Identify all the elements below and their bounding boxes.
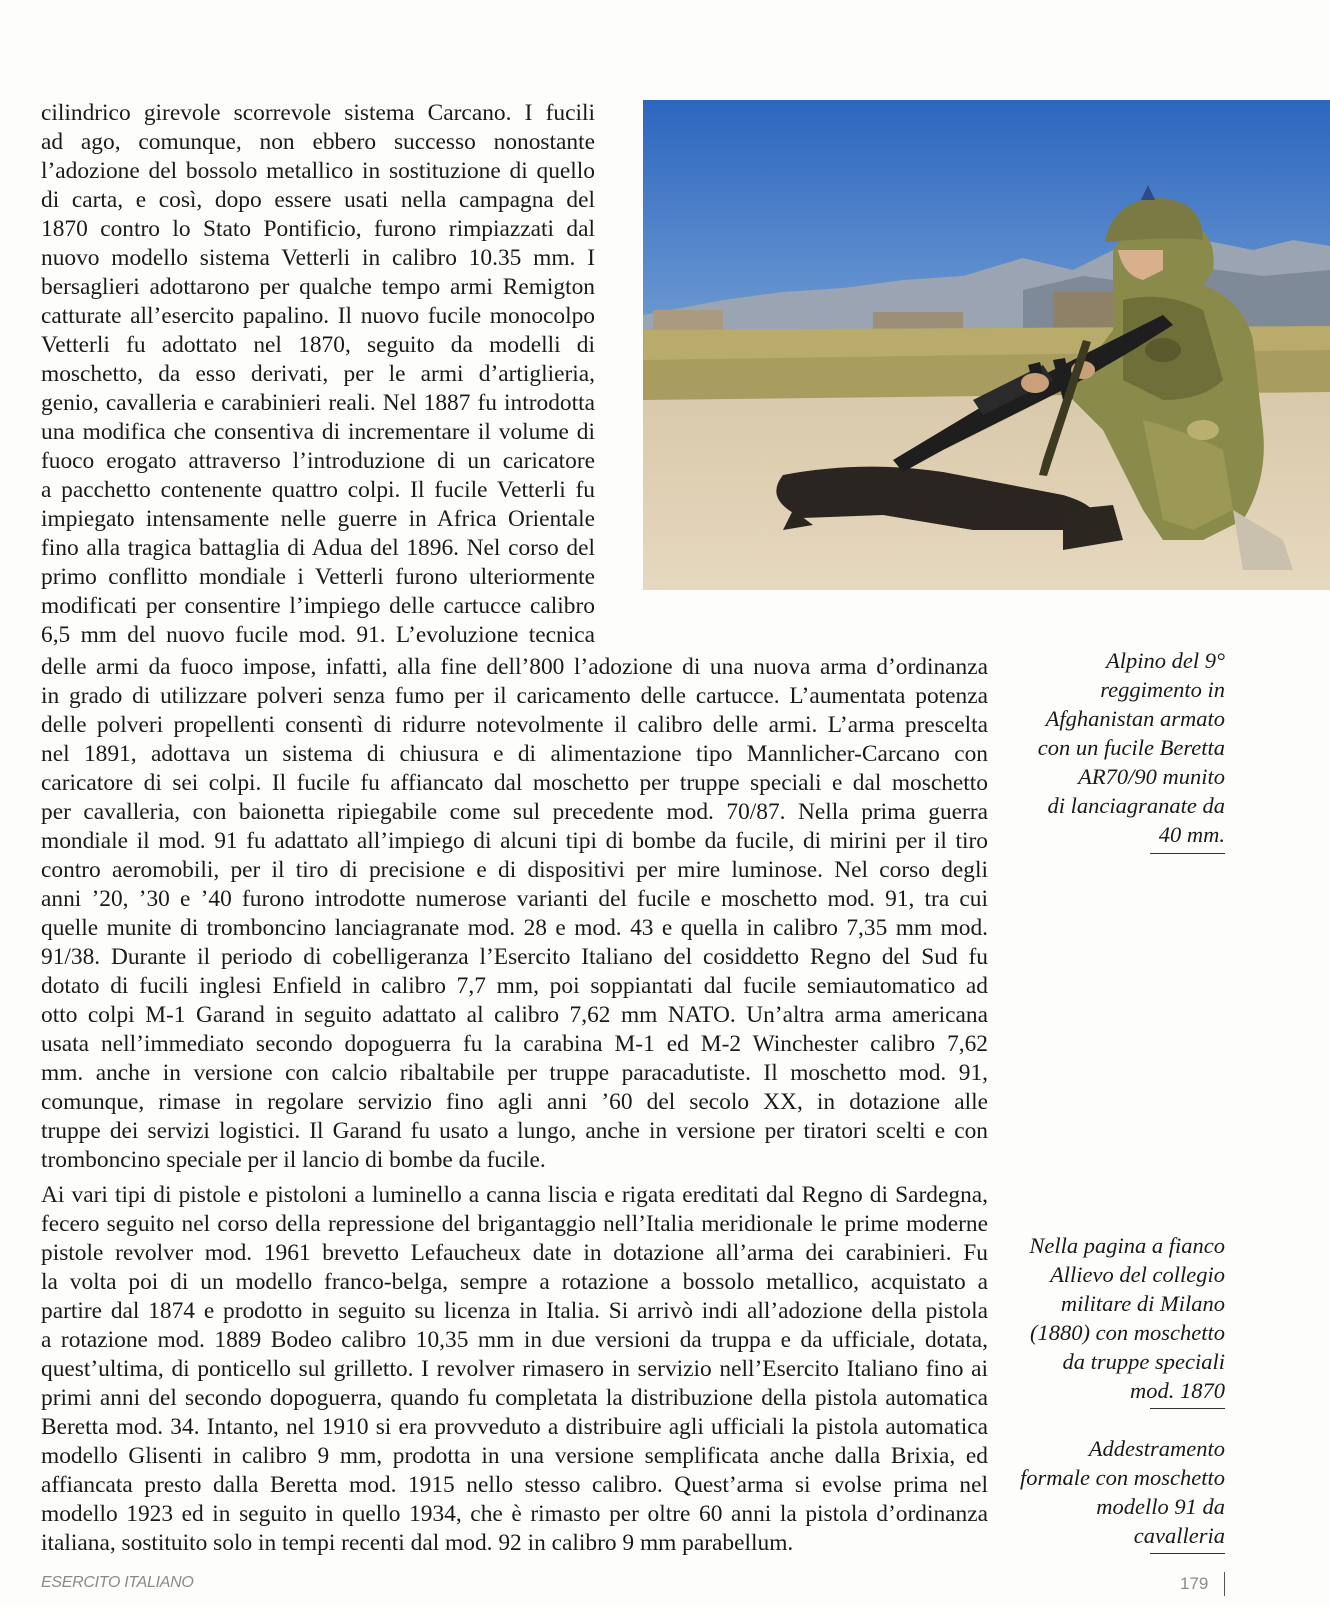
caption-line: reggimento in bbox=[1100, 677, 1225, 702]
text-line: quelle munite di tromboncino lanciagranate mod. 28 e mod. 43 e quella in calibro 7,35 mm mod. bbox=[41, 915, 988, 941]
caption-training bbox=[975, 1434, 1225, 1550]
text-line: l’adozione del bossolo metallico in sostituzione di quello bbox=[41, 158, 595, 184]
text-line: di carta, e così, dopo essere usati nella campagna del bbox=[41, 187, 595, 213]
body-text-wide-block-1 bbox=[41, 653, 988, 1175]
text-line: catturate all’esercito papalino. Il nuovo fucile monocolpo bbox=[41, 303, 595, 329]
text-line: cilindrico girevole scorrevole sistema Carcano. I fucili bbox=[41, 100, 595, 126]
text-line: mm. anche in versione con calcio ribaltabile per truppe paracadutiste. Il moschetto mod. 91, bbox=[41, 1060, 988, 1086]
text-line: bersaglieri adottarono per qualche tempo armi Remigton bbox=[41, 274, 595, 300]
text-line: 91/38. Durante il periodo di cobelligeranza l’Esercito Italiano del cosiddetto Regno del Sud fu bbox=[41, 944, 988, 970]
caption-line: Allievo del collegio bbox=[1050, 1262, 1225, 1287]
text-line: in grado di utilizzare polveri senza fumo per il caricamento delle cartucce. L’aumentata potenza bbox=[41, 683, 988, 709]
text-line: moschetto, da esso derivati, per le armi d’artiglieria, bbox=[41, 361, 595, 387]
caption-line: di lanciagranate da bbox=[1047, 793, 1225, 818]
text-line: primi anni del secondo dopoguerra, quando fu completata la distribuzione della pistola automatica bbox=[41, 1385, 988, 1411]
photo-caption-alpino bbox=[975, 646, 1225, 849]
caption-line: da truppe speciali bbox=[1062, 1349, 1225, 1374]
text-line: modificati per consentire l’impiego delle cartucce calibro bbox=[41, 593, 595, 619]
caption-line: Addestramento bbox=[1088, 1436, 1225, 1461]
text-line: impiegato intensamente nelle guerre in Africa Orientale bbox=[41, 506, 595, 532]
text-line: tromboncino speciale per il lancio di bombe da fucile. bbox=[41, 1147, 546, 1173]
caption-line: formale con moschetto bbox=[1020, 1465, 1225, 1490]
text-line: primo conflitto mondiale i Vetterli furono ulteriormente bbox=[41, 564, 595, 590]
caption-line: mod. 1870 bbox=[1130, 1378, 1225, 1403]
text-line: una modifica che consentiva di incrementare il volume di bbox=[41, 419, 595, 445]
text-line: truppe dei servizi logistici. Il Garand fu usato a lungo, anche in versione per tiratori scelti e con bbox=[41, 1118, 988, 1144]
text-line: quest’ultima, di ponticello sul grilletto. I revolver rimasero in servizio nell’Esercito Italiano fino ai bbox=[41, 1356, 988, 1382]
body-text-column-top bbox=[41, 99, 595, 650]
text-line: Beretta mod. 34. Intanto, nel 1910 si era provveduto a distribuire agli ufficiali la pistola automatica bbox=[41, 1414, 988, 1440]
text-line: genio, cavalleria e carabinieri reali. Nel 1887 fu introdotta bbox=[41, 390, 595, 416]
caption-line: Alpino del 9° bbox=[1106, 648, 1225, 673]
caption-underline bbox=[1150, 1408, 1225, 1409]
text-line: nel 1891, adottava un sistema di chiusura e di alimentazione tipo Mannlicher-Carcano con bbox=[41, 741, 988, 767]
text-line: ad ago, comunque, non ebbero successo nonostante bbox=[41, 129, 595, 155]
caption-line: (1880) con moschetto bbox=[1030, 1320, 1225, 1345]
caption-underline bbox=[1150, 853, 1225, 854]
text-line: la volta poi di un modello franco-belga, sempre a rotazione a bossolo metallico, acquistato a bbox=[41, 1269, 988, 1295]
text-line: contro aeromobili, per il tiro di precisione e di dispositivi per mire luminose. Nel corso degli bbox=[41, 857, 988, 883]
text-line: modello 1923 ed in seguito in quello 1934, che è rimasto per oltre 60 anni la pistola d’ordinanza bbox=[41, 1501, 988, 1527]
caption-line: militare di Milano bbox=[1060, 1291, 1225, 1316]
footer-publication-name: ESERCITO ITALIANO bbox=[41, 1574, 194, 1591]
page-number: 179 bbox=[1180, 1574, 1209, 1593]
text-line: fecero seguito nel corso della repressione del brigantaggio nell’Italia meridionale le prime moderne bbox=[41, 1211, 988, 1237]
text-line: caricatore di sei colpi. Il fucile fu affiancato dal moschetto per truppe speciali e dal moschetto bbox=[41, 770, 988, 796]
text-line: delle armi da fuoco impose, infatti, alla fine dell’800 l’adozione di una nuova arma d’ordinanza bbox=[41, 654, 988, 680]
text-line: delle polveri propellenti consentì di ridurre notevolmente il calibro delle armi. L’arma prescelta bbox=[41, 712, 988, 738]
caption-line: Afghanistan armato bbox=[1045, 706, 1225, 731]
text-line: Vetterli fu adottato nel 1870, seguito da modelli di bbox=[41, 332, 595, 358]
text-line: fuoco erogato attraverso l’introduzione di un caricatore bbox=[41, 448, 595, 474]
text-line: otto colpi M-1 Garand in seguito adattato al calibro 7,62 mm NATO. Un’altra arma americana bbox=[41, 1002, 988, 1028]
body-text-wide-block-2 bbox=[41, 1181, 988, 1558]
caption-underline bbox=[1150, 1553, 1225, 1554]
text-line: nuovo modello sistema Vetterli in calibro 10.35 mm. I bbox=[41, 245, 595, 271]
text-line: comunque, rimase in regolare servizio fino agli anni ’60 del secolo XX, in dotazione alle bbox=[41, 1089, 988, 1115]
caption-facing-page bbox=[975, 1231, 1225, 1405]
caption-line: con un fucile Beretta bbox=[1037, 735, 1225, 760]
text-line: fino alla tragica battaglia di Adua del 1896. Nel corso del bbox=[41, 535, 595, 561]
text-line: italiana, sostituito solo in tempi recenti dal mod. 92 in calibro 9 mm parabellum. bbox=[41, 1530, 794, 1556]
text-line: a rotazione mod. 1889 Bodeo calibro 10,35 mm in due versioni da truppa e da ufficiale, dotata, bbox=[41, 1327, 988, 1353]
photo-soldier-illustration bbox=[643, 100, 1330, 590]
caption-line: cavalleria bbox=[1133, 1523, 1225, 1548]
text-line: mondiale il mod. 91 fu adattato all’impiego di alcuni tipi di bombe da fucile, di mirini per il tiro bbox=[41, 828, 988, 854]
text-line: dotato di fucili inglesi Enfield in calibro 7,7 mm, poi soppiantati dal fucile semiautomatico ad bbox=[41, 973, 988, 999]
caption-line: Nella pagina a fianco bbox=[1029, 1233, 1225, 1258]
text-line: affiancata presto dalla Beretta mod. 1915 nello stesso calibro. Quest’arma si evolse prima nel bbox=[41, 1472, 988, 1498]
text-line: usata nell’immediato secondo dopoguerra fu la carabina M-1 ed M-2 Winchester calibro 7,62 bbox=[41, 1031, 988, 1057]
caption-line: 40 mm. bbox=[1158, 822, 1225, 847]
text-line: anni ’20, ’30 e ’40 furono introdotte numerose varianti del fucile e moschetto mod. 91, tra cui bbox=[41, 886, 988, 912]
caption-line: AR70/90 munito bbox=[1078, 764, 1225, 789]
text-line: Ai vari tipi di pistole e pistoloni a luminello a canna liscia e rigata ereditati dal Regno di Sardegna, bbox=[41, 1182, 988, 1208]
text-line: 6,5 mm del nuovo fucile mod. 91. L’evoluzione tecnica bbox=[41, 622, 595, 648]
text-line: modello Glisenti in calibro 9 mm, prodotta in una versione semplificata anche dalla Brixia, ed bbox=[41, 1443, 988, 1469]
footer-divider bbox=[1224, 1572, 1225, 1596]
text-line: pistole revolver mod. 1961 brevetto Lefaucheux date in dotazione all’arma dei carabinieri. Fu bbox=[41, 1240, 988, 1266]
photo-alpine-soldier bbox=[643, 100, 1330, 590]
text-line: per cavalleria, con baionetta ripiegabile come sul precedente mod. 70/87. Nella prima guerra bbox=[41, 799, 988, 825]
text-line: partire dal 1874 e prodotto in seguito su licenza in Italia. Si arrivò indi all’adozione della pistola bbox=[41, 1298, 988, 1324]
text-line: 1870 contro lo Stato Pontificio, furono rimpiazzati dal bbox=[41, 216, 595, 242]
caption-line: modello 91 da bbox=[1096, 1494, 1225, 1519]
text-line: a pacchetto contenente quattro colpi. Il fucile Vetterli fu bbox=[41, 477, 595, 503]
